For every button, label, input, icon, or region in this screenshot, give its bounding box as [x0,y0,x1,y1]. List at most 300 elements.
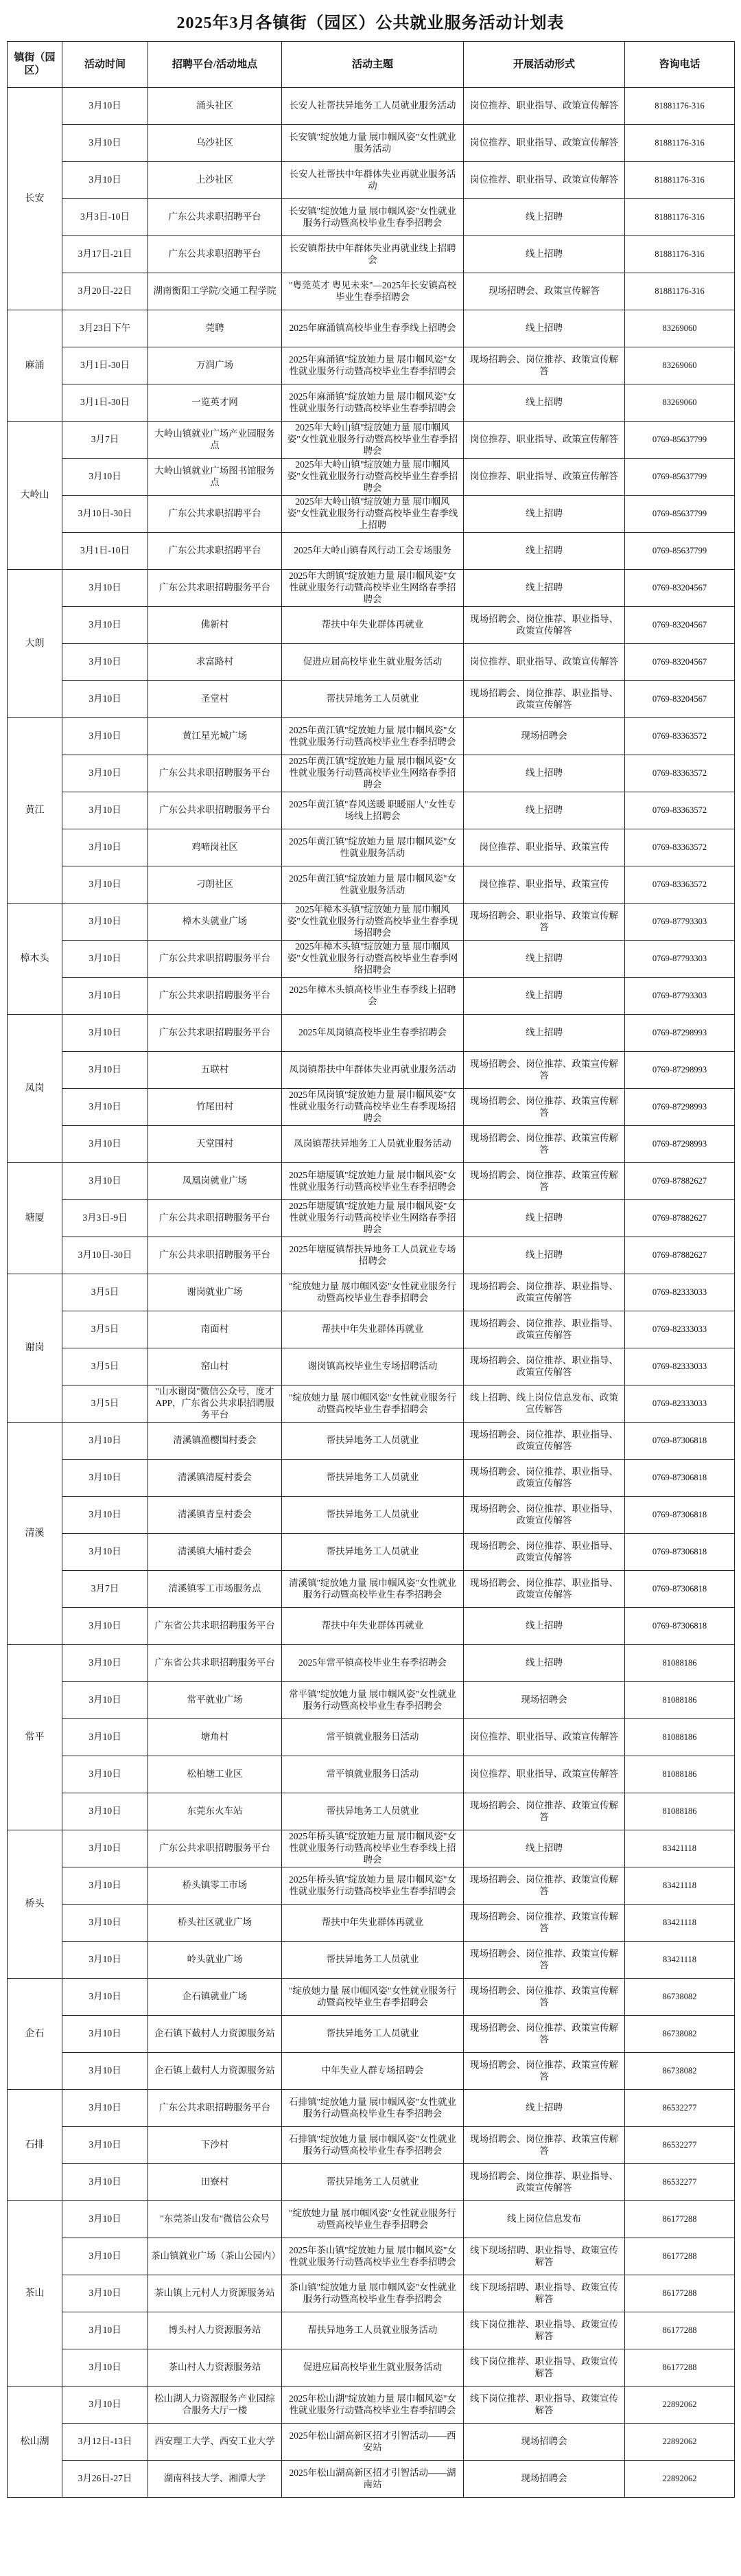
form-cell: 线上招聘 [464,2090,625,2127]
form-cell: 线下现场招聘、职业指导、政策宣传解答 [464,2275,625,2312]
time-cell: 3月1日-30日 [62,347,148,384]
phone-cell: 0769-87298993 [625,1052,735,1089]
platform-cell: 佛新村 [148,607,282,644]
town-cell: 麻涌 [8,310,62,422]
platform-cell: 企石镇就业广场 [148,1979,282,2016]
phone-cell: 0769-82333033 [625,1348,735,1385]
platform-cell: 清溪镇渔樱围村委会 [148,1423,282,1460]
time-cell: 3月3日-10日 [62,199,148,236]
form-cell: 现场招聘会 [464,2424,625,2461]
platform-cell: 清溪镇清厦村委会 [148,1460,282,1497]
theme-cell: 2025年常平镇高校毕业生春季招聘会 [282,1645,464,1682]
theme-cell: 帮扶异地务工人员就业 [282,1942,464,1979]
form-cell: 现场招聘会、岗位推荐、职业指导、政策宣传解答 [464,1311,625,1348]
table-row [8,125,735,162]
theme-cell: 帮扶中年失业群体再就业 [282,1905,464,1942]
theme-cell: 中年失业人群专场招聘会 [282,2053,464,2090]
form-cell: 现场招聘会、岗位推荐、职业指导、政策宣传解答 [464,1348,625,1385]
platform-cell: 樟木头就业广场 [148,904,282,941]
time-cell: 3月10日 [62,1089,148,1126]
time-cell: 3月10日 [62,1460,148,1497]
form-cell: 岗位推荐、职业指导、政策宣传解答 [464,88,625,125]
form-cell: 岗位推荐、职业指导、政策宣传解答 [464,125,625,162]
theme-cell: 石排镇"绽放她力量 展巾帼风姿"女性就业服务行动暨高校毕业生春季招聘会 [282,2127,464,2164]
time-cell: 3月10日 [62,2053,148,2090]
phone-cell: 81881176-316 [625,199,735,236]
form-cell: 现场招聘会、职业指导、政策宣传解答 [464,904,625,941]
theme-cell: 凤岗镇帮扶中年群体失业再就业服务活动 [282,1052,464,1089]
theme-cell: 帮扶异地务工人员就业 [282,1460,464,1497]
theme-cell: 2025年桥头镇"绽放她力量 展巾帼风姿"女性就业服务行动暨高校毕业生春季招聘会 [282,1867,464,1905]
platform-cell: 松柏塘工业区 [148,1756,282,1793]
table-row [8,607,735,644]
form-cell: 线上招聘 [464,199,625,236]
time-cell: 3月5日 [62,1274,148,1311]
phone-cell: 0769-87793303 [625,978,735,1015]
phone-cell: 0769-83204567 [625,644,735,681]
table-row [8,866,735,904]
time-cell: 3月26日-27日 [62,2461,148,2498]
time-cell: 3月10日 [62,125,148,162]
platform-cell: 广东公共求职招聘服务平台 [148,2090,282,2127]
town-cell: 常平 [8,1645,62,1830]
form-cell: 现场招聘会、岗位推荐、政策宣传解答 [464,2016,625,2053]
time-cell: 3月5日 [62,1385,148,1423]
phone-cell: 86177288 [625,2349,735,2387]
platform-cell: 凤凰岗就业广场 [148,1163,282,1200]
theme-cell: 帮扶异地务工人员就业 [282,1423,464,1460]
time-cell: 3月10日 [62,1719,148,1756]
form-cell: 线上招聘 [464,533,625,570]
theme-cell: 帮扶中年失业群体再就业 [282,1608,464,1645]
time-cell: 3月10日 [62,1497,148,1534]
table-row [8,459,735,496]
table-row [8,681,735,718]
theme-cell: 帮扶异地务工人员就业服务活动 [282,2312,464,2349]
time-cell: 3月10日 [62,2349,148,2387]
phone-cell: 0769-87306818 [625,1571,735,1608]
phone-cell: 83269060 [625,310,735,347]
phone-cell: 86177288 [625,2312,735,2349]
table-row [8,2312,735,2349]
theme-cell: 促进应届高校毕业生就业服务活动 [282,644,464,681]
time-cell: 3月7日 [62,422,148,459]
table-row [8,1052,735,1089]
phone-cell: 0769-87793303 [625,904,735,941]
town-cell: 大朗 [8,570,62,718]
time-cell: 3月10日 [62,941,148,978]
phone-cell: 0769-87306818 [625,1534,735,1571]
phone-cell: 81881176-316 [625,162,735,199]
form-cell: 现场招聘会、岗位推荐、政策宣传解答 [464,347,625,384]
time-cell: 3月10日-30日 [62,1237,148,1274]
time-cell: 3月23日下午 [62,310,148,347]
form-cell: 现场招聘会、岗位推荐、政策宣传解答 [464,1163,625,1200]
table-row [8,1237,735,1274]
form-cell: 线上招聘 [464,1830,625,1867]
theme-cell: 2025年黄江镇"绽放她力量 展巾帼风姿"女性就业服务行动暨高校毕业生网络春季招聘会 [282,755,464,792]
platform-cell: 广东公共求职招聘平台 [148,533,282,570]
time-cell: 3月10日 [62,2312,148,2349]
table-row [8,2201,735,2238]
phone-cell: 0769-85637799 [625,533,735,570]
form-cell: 岗位推荐、职业指导、政策宣传解答 [464,644,625,681]
form-cell: 现场招聘会、岗位推荐、职业指导、政策宣传解答 [464,1460,625,1497]
platform-cell: 涌头社区 [148,88,282,125]
phone-cell: 83421118 [625,1830,735,1867]
time-cell: 3月10日 [62,2238,148,2275]
platform-cell: 万润广场 [148,347,282,384]
phone-cell: 0769-83204567 [625,681,735,718]
table-row [8,1571,735,1608]
town-cell: 塘厦 [8,1163,62,1274]
form-cell: 现场招聘会、岗位推荐、政策宣传解答 [464,1942,625,1979]
theme-cell: 帮扶中年失业群体再就业 [282,1311,464,1348]
table-row [8,792,735,829]
form-cell: 现场招聘会、政策宣传解答 [464,273,625,310]
theme-cell: 帮扶异地务工人员就业 [282,2164,464,2201]
time-cell: 3月10日 [62,607,148,644]
table-row [8,1793,735,1830]
header-time: 活动时间 [62,42,148,88]
table-row [8,2016,735,2053]
form-cell: 线上招聘 [464,496,625,533]
platform-cell: 刁朗社区 [148,866,282,904]
table-row [8,978,735,1015]
theme-cell: 长安人社帮扶中年群体失业再就业服务活动 [282,162,464,199]
theme-cell: 2025年塘厦镇"绽放她力量 展巾帼风姿"女性就业服务行动暨高校毕业生网络春季招聘会 [282,1200,464,1237]
table-row [8,1311,735,1348]
phone-cell: 86177288 [625,2201,735,2238]
table-row [8,422,735,459]
phone-cell: 22892062 [625,2387,735,2424]
time-cell: 3月10日 [62,718,148,755]
form-cell: 现场招聘会、岗位推荐、职业指导、政策宣传解答 [464,2164,625,2201]
time-cell: 3月10日 [62,792,148,829]
platform-cell: 圣堂村 [148,681,282,718]
time-cell: 3月10日 [62,2201,148,2238]
phone-cell: 0769-83363572 [625,792,735,829]
town-cell: 桥头 [8,1830,62,1979]
theme-cell: 清溪镇"绽放她力量 展巾帼风姿"女性就业服务行动暨高校毕业生春季招聘会 [282,1571,464,1608]
phone-cell: 83421118 [625,1867,735,1905]
form-cell: 线上岗位信息发布 [464,2201,625,2238]
form-cell: 现场招聘会、岗位推荐、职业指导、政策宣传解答 [464,681,625,718]
phone-cell: 86738082 [625,1979,735,2016]
form-cell: 线上招聘 [464,1608,625,1645]
theme-cell: 2025年麻涌镇"绽放她力量 展巾帼风姿"女性就业服务行动暨高校毕业生春季招聘会 [282,347,464,384]
platform-cell: 田寮村 [148,2164,282,2201]
phone-cell: 22892062 [625,2461,735,2498]
platform-cell: 广东省公共求职招聘服务平台 [148,1608,282,1645]
theme-cell: 2025年松山湖"绽放她力量 展巾帼风姿"女性就业服务行动暨高校毕业生春季招聘会 [282,2387,464,2424]
platform-cell: 竹尾田村 [148,1089,282,1126]
town-cell: 松山湖 [8,2387,62,2498]
time-cell: 3月10日 [62,2090,148,2127]
form-cell: 现场招聘会、岗位推荐、职业指导、政策宣传解答 [464,607,625,644]
theme-cell: 2025年大岭山镇"绽放她力量 展巾帼风姿"女性就业服务行动暨高校毕业生春季线上招聘 [282,496,464,533]
table-row [8,1126,735,1163]
table-row [8,533,735,570]
phone-cell: 0769-87298993 [625,1126,735,1163]
table-row [8,1942,735,1979]
table-row [8,2238,735,2275]
phone-cell: 81881176-316 [625,88,735,125]
platform-cell: 广东公共求职招聘服务平台 [148,1237,282,1274]
platform-cell: 茶山镇就业广场（茶山公园内） [148,2238,282,2275]
form-cell: 现场招聘会、岗位推荐、职业指导、政策宣传解答 [464,1497,625,1534]
phone-cell: 0769-87298993 [625,1015,735,1052]
theme-cell: 茶山镇"绽放她力量 展巾帼风姿"女性就业服务行动暨高校毕业生春季招聘会 [282,2275,464,2312]
theme-cell: 2025年桥头镇"绽放她力量 展巾帼风姿"女性就业服务行动暨高校毕业生春季线上招聘会 [282,1830,464,1867]
platform-cell: 南面村 [148,1311,282,1348]
time-cell: 3月10日 [62,978,148,1015]
phone-cell: 0769-85637799 [625,459,735,496]
form-cell: 岗位推荐、职业指导、政策宣传解答 [464,162,625,199]
theme-cell: 帮扶异地务工人员就业 [282,1793,464,1830]
table-row [8,1385,735,1423]
theme-cell: 常平镇就业服务日活动 [282,1756,464,1793]
time-cell: 3月17日-21日 [62,236,148,273]
table-row [8,829,735,866]
platform-cell: 茶山镇上元村人力资源服务站 [148,2275,282,2312]
phone-cell: 0769-83204567 [625,607,735,644]
form-cell: 现场招聘会 [464,718,625,755]
phone-cell: 22892062 [625,2424,735,2461]
platform-cell: 广东公共求职招聘服务平台 [148,755,282,792]
phone-cell: 0769-87298993 [625,1089,735,1126]
platform-cell: 清溪镇大埔村委会 [148,1534,282,1571]
phone-cell: 0769-87306818 [625,1460,735,1497]
time-cell: 3月10日 [62,1015,148,1052]
theme-cell: 2025年大岭山镇春风行动工会专场服务 [282,533,464,570]
time-cell: 3月10日 [62,162,148,199]
form-cell: 线上招聘 [464,792,625,829]
table-row [8,384,735,422]
time-cell: 3月10日 [62,1793,148,1830]
form-cell: 现场招聘会、岗位推荐、政策宣传解答 [464,2127,625,2164]
time-cell: 3月10日 [62,644,148,681]
phone-cell: 0769-85637799 [625,496,735,533]
theme-cell: 2025年松山湖高新区招才引智活动——湖南站 [282,2461,464,2498]
page-title: 2025年3月各镇街（园区）公共就业服务活动计划表 [176,14,565,32]
theme-cell: "绽放她力量 展巾帼风姿"女性就业服务行动暨高校毕业生春季招聘会 [282,1274,464,1311]
platform-cell: "东莞茶山发布"微信公众号 [148,2201,282,2238]
form-cell: 线上招聘 [464,310,625,347]
platform-cell: 鸡啼岗社区 [148,829,282,866]
phone-cell: 83421118 [625,1942,735,1979]
platform-cell: 大岭山镇就业广场图书馆服务点 [148,459,282,496]
table-row [8,2127,735,2164]
table-row [8,496,735,533]
phone-cell: 0769-83363572 [625,718,735,755]
phone-cell: 0769-83204567 [625,570,735,607]
phone-cell: 0769-82333033 [625,1274,735,1311]
table-row [8,1423,735,1460]
phone-cell: 86532277 [625,2090,735,2127]
phone-cell: 0769-87306818 [625,1608,735,1645]
platform-cell: 桥头镇零工市场 [148,1867,282,1905]
town-cell: 大岭山 [8,422,62,570]
table-row [8,2090,735,2127]
table-row [8,2387,735,2424]
phone-cell: 83269060 [625,347,735,384]
time-cell: 3月10日 [62,1905,148,1942]
table-row [8,718,735,755]
platform-cell: 松山湖人力资源服务产业园综合服务大厅一楼 [148,2387,282,2424]
table-row [8,1905,735,1942]
form-cell: 线上招聘 [464,1015,625,1052]
form-cell: 现场招聘会 [464,2461,625,2498]
phone-cell: 86177288 [625,2275,735,2312]
theme-cell: 2025年凤岗镇"绽放她力量 展巾帼风姿"女性就业服务行动暨高校毕业生春季现场招聘会 [282,1089,464,1126]
form-cell: 现场招聘会、岗位推荐、政策宣传解答 [464,1793,625,1830]
table-row [8,1348,735,1385]
time-cell: 3月5日 [62,1311,148,1348]
theme-cell: 长安人社帮扶异地务工人员就业服务活动 [282,88,464,125]
theme-cell: 2025年大朗镇"绽放她力量 展巾帼风姿"女性就业服务行动暨高校毕业生网络春季招聘会 [282,570,464,607]
town-cell: 茶山 [8,2201,62,2387]
theme-cell: 长安镇帮扶中年群体失业再就业线上招聘会 [282,236,464,273]
platform-cell: 东莞东火车站 [148,1793,282,1830]
time-cell: 3月10日-30日 [62,496,148,533]
time-cell: 3月10日 [62,459,148,496]
phone-cell: 81881176-316 [625,125,735,162]
table-row [8,1830,735,1867]
theme-cell: 常平镇"绽放她力量 展巾帼风姿"女性就业服务行动暨高校毕业生春季招聘会 [282,1682,464,1719]
theme-cell: 长安镇"绽放她力量 展巾帼风姿"女性就业服务行动暨高校毕业生春季招聘会 [282,199,464,236]
table-row [8,2164,735,2201]
platform-cell: 谢岗就业广场 [148,1274,282,1311]
phone-cell: 86532277 [625,2164,735,2201]
time-cell: 3月10日 [62,1942,148,1979]
header-town: 镇街（园区） [8,42,62,88]
phone-cell: 81088186 [625,1645,735,1682]
form-cell: 线上招聘 [464,384,625,422]
platform-cell: 常平就业广场 [148,1682,282,1719]
table-row [8,570,735,607]
phone-cell: 81088186 [625,1719,735,1756]
platform-cell: 一览英才网 [148,384,282,422]
table-body [8,88,735,2498]
phone-cell: 86738082 [625,2016,735,2053]
time-cell: 3月10日 [62,2387,148,2424]
theme-cell: 2025年松山湖高新区招才引智活动——西安站 [282,2424,464,2461]
theme-cell: 石排镇"绽放她力量 展巾帼风姿"女性就业服务行动暨高校毕业生春季招聘会 [282,2090,464,2127]
time-cell: 3月10日 [62,1756,148,1793]
town-cell: 长安 [8,88,62,310]
form-cell: 线上招聘 [464,1645,625,1682]
time-cell: 3月10日 [62,2164,148,2201]
platform-cell: 企石镇上截村人力资源服务站 [148,2053,282,2090]
form-cell: 线上招聘 [464,978,625,1015]
form-cell: 现场招聘会、岗位推荐、政策宣传解答 [464,1052,625,1089]
header-theme: 活动主题 [282,42,464,88]
form-cell: 线上招聘 [464,755,625,792]
form-cell: 线下岗位推荐、职业指导、政策宣传解答 [464,2387,625,2424]
table-row [8,2349,735,2387]
phone-cell: 83269060 [625,384,735,422]
table-row [8,1608,735,1645]
form-cell: 岗位推荐、职业指导、政策宣传解答 [464,459,625,496]
theme-cell: 2025年黄江镇"春风送暖 职暖丽人"女性专场线上招聘会 [282,792,464,829]
table-row [8,2275,735,2312]
platform-cell: 清溪镇青皇村委会 [148,1497,282,1534]
time-cell: 3月10日 [62,1867,148,1905]
phone-cell: 86738082 [625,2053,735,2090]
platform-cell: 广东公共求职招聘服务平台 [148,978,282,1015]
platform-cell: 广东公共求职招聘服务平台 [148,1015,282,1052]
form-cell: 线下岗位推荐、职业指导、政策宣传解答 [464,2312,625,2349]
theme-cell: 2025年大岭山镇"绽放她力量 展巾帼风姿"女性就业服务行动暨高校毕业生春季招聘会 [282,459,464,496]
time-cell: 3月10日 [62,1126,148,1163]
platform-cell: 湖南科技大学、湘潭大学 [148,2461,282,2498]
form-cell: 岗位推荐、职业指导、政策宣传 [464,829,625,866]
table-row [8,904,735,941]
platform-cell: 窑山村 [148,1348,282,1385]
time-cell: 3月10日 [62,1052,148,1089]
theme-cell: 帮扶异地务工人员就业 [282,1497,464,1534]
phone-cell: 0769-82333033 [625,1385,735,1423]
phone-cell: 81881176-316 [625,273,735,310]
time-cell: 3月10日 [62,904,148,941]
time-cell: 3月7日 [62,1571,148,1608]
form-cell: 岗位推荐、职业指导、政策宣传解答 [464,1756,625,1793]
platform-cell: 求富路村 [148,644,282,681]
table-row [8,310,735,347]
town-cell: 凤岗 [8,1015,62,1163]
table-row [8,347,735,384]
time-cell: 3月20日-22日 [62,273,148,310]
table-row [8,1460,735,1497]
form-cell: 现场招聘会、岗位推荐、职业指导、政策宣传解答 [464,1274,625,1311]
platform-cell: 乌沙社区 [148,125,282,162]
phone-cell: 0769-87882627 [625,1163,735,1200]
time-cell: 3月10日 [62,570,148,607]
table-header [8,42,735,88]
form-cell: 现场招聘会、岗位推荐、政策宣传解答 [464,1126,625,1163]
platform-cell: 广东公共求职招聘服务平台 [148,941,282,978]
table-row [8,1682,735,1719]
form-cell: 岗位推荐、职业指导、政策宣传 [464,866,625,904]
theme-cell: 2025年塘厦镇帮扶异地务工人员就业专场招聘会 [282,1237,464,1274]
phone-cell: 0769-83363572 [625,755,735,792]
time-cell: 3月10日 [62,681,148,718]
platform-cell: 广东省公共求职招聘服务平台 [148,1645,282,1682]
form-cell: 线上招聘、线上岗位信息发布、政策宣传解答 [464,1385,625,1423]
time-cell: 3月10日 [62,1608,148,1645]
platform-cell: 广东公共求职招聘平台 [148,199,282,236]
table-row [8,199,735,236]
theme-cell: 2025年塘厦镇"绽放她力量 展巾帼风姿"女性就业服务行动暨高校毕业生春季招聘会 [282,1163,464,1200]
header-form: 开展活动形式 [464,42,625,88]
time-cell: 3月10日 [62,1423,148,1460]
phone-cell: 81088186 [625,1793,735,1830]
time-cell: 3月1日-30日 [62,384,148,422]
platform-cell: "山水谢岗"微信公众号，度才 APP，广东省公共求职招聘服务平台 [148,1385,282,1423]
table-row [8,1756,735,1793]
theme-cell: 2025年凤岗镇高校毕业生春季招聘会 [282,1015,464,1052]
theme-cell: 2025年樟木头镇"绽放她力量 展巾帼风姿"女性就业服务行动暨高校毕业生春季现场招聘会 [282,904,464,941]
time-cell: 3月10日 [62,1979,148,2016]
table-row [8,1497,735,1534]
table-row [8,1645,735,1682]
table-row [8,1089,735,1126]
schedule-table [7,41,735,2498]
theme-cell: 2025年麻涌镇"绽放她力量 展巾帼风姿"女性就业服务行动暨高校毕业生春季招聘会 [282,384,464,422]
theme-cell: 帮扶异地务工人员就业 [282,681,464,718]
phone-cell: 0769-83363572 [625,866,735,904]
